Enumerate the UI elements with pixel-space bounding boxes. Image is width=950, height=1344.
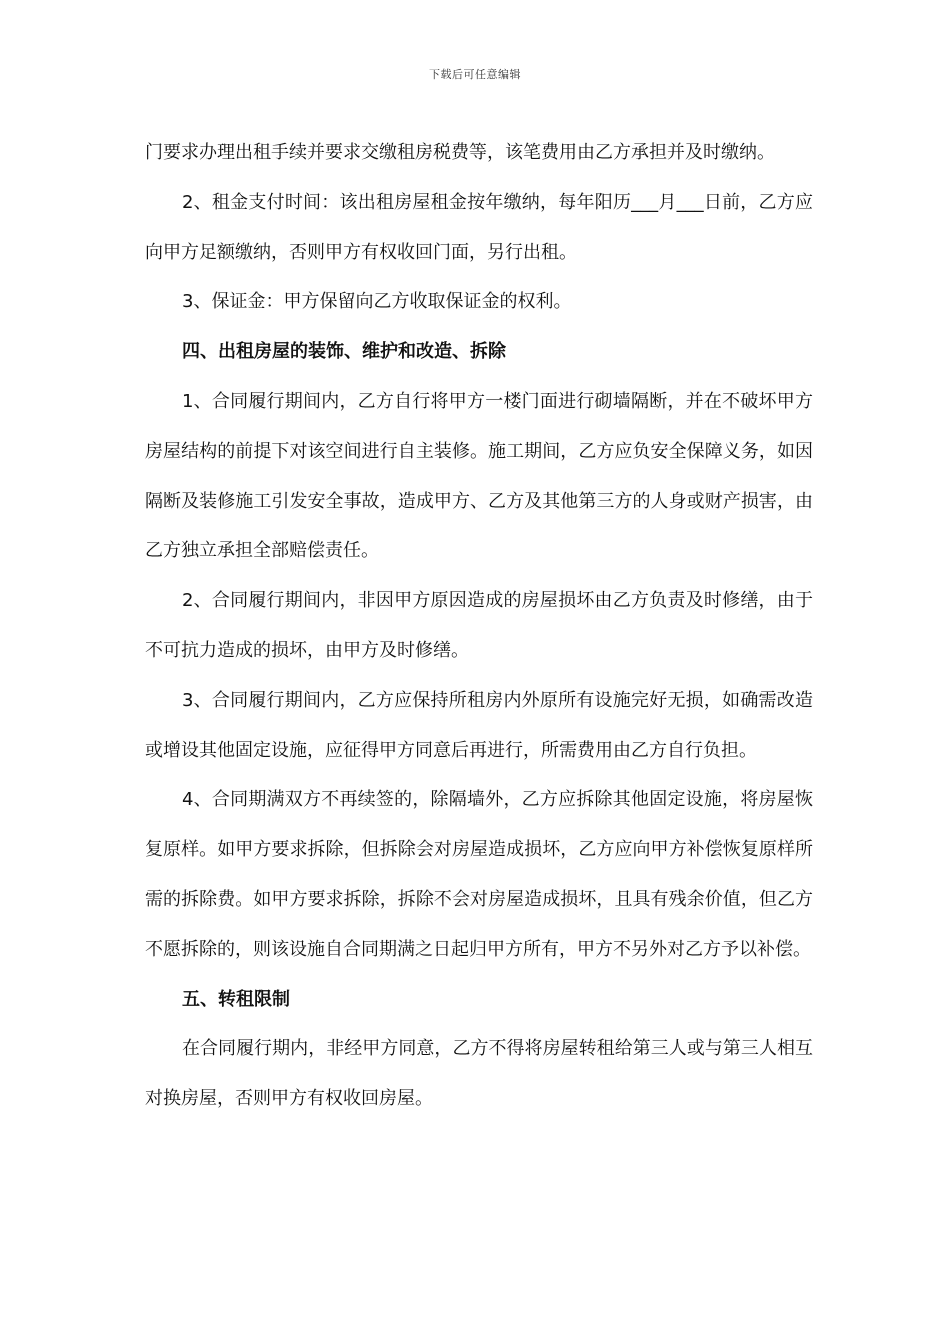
paragraph-sublease-restriction: 在合同履行期内，非经甲方同意，乙方不得将房屋转租给第三人或与第三人相互对换房屋，否则甲方有权收回房屋。 [145, 1038, 813, 1110]
header-note: 下载后可任意编辑 [429, 68, 521, 81]
section-heading-4: 四、出租房屋的装饰、维护和改造、拆除 [182, 341, 506, 363]
document-body [145, 128, 813, 1124]
paragraph-deposit: 3、保证金：甲方保留向乙方收取保证金的权利。 [182, 291, 572, 313]
paragraph-rent-payment-time: 2、租金支付时间：该出租房屋租金按年缴纳，每年阳历___月___日前，乙方应向甲方足额缴纳，否则甲方有权收回门面，另行出租。 [145, 191, 813, 263]
section-heading-5: 五、转租限制 [182, 988, 290, 1010]
paragraph-partition-renovation: 1、合同履行期间内，乙方自行将甲方一楼门面进行砌墙隔断，并在不破坏甲方房屋结构的前提下对该空间进行自主装修。施工期间，乙方应负安全保障义务，如因隔断及装修施工引发安全事故，造成甲方、乙方及其他第三方的人身或财产损害，由乙方独立承担全部赔偿责任。 [145, 390, 813, 562]
paragraph-restoration-on-expiry: 4、合同期满双方不再续签的，除隔墙外，乙方应拆除其他固定设施，将房屋恢复原样。如甲方要求拆除，但拆除会对房屋造成损坏，乙方应向甲方补偿恢复原样所需的拆除费。如甲方要求拆除，拆除不会对房屋造成损坏，且具有残余价值，但乙方不愿拆除的，则该设施自合同期满之日起归甲方所有，甲方不另外对乙方予以补偿。 [145, 789, 813, 960]
paragraph-repair-responsibility: 2、合同履行期间内，非因甲方原因造成的房屋损坏由乙方负责及时修缮，由于不可抗力造成的损坏，由甲方及时修缮。 [145, 590, 813, 661]
paragraph-facility-maintenance: 3、合同履行期间内，乙方应保持所租房内外原所有设施完好无损，如确需改造或增设其他固定设施，应征得甲方同意后再进行，所需费用由乙方自行负担。 [145, 689, 813, 761]
paragraph-continuation: 门要求办理出租手续并要求交缴租房税费等，该笔费用由乙方承担并及时缴纳。 [145, 142, 775, 163]
